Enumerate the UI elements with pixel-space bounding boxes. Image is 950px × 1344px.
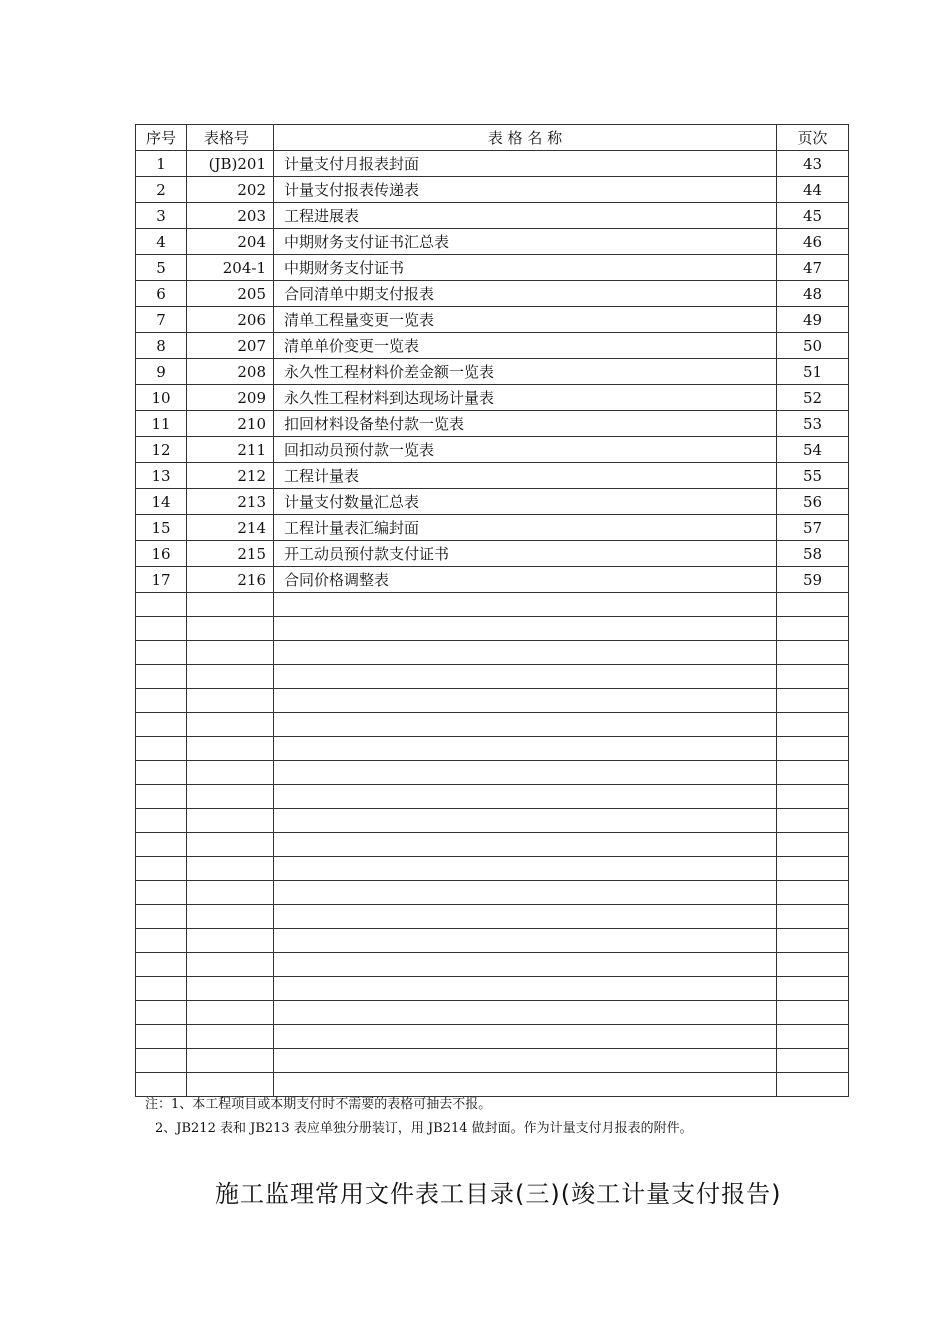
- cell-code: 215: [187, 541, 274, 567]
- form-index-table: [135, 124, 849, 1097]
- cell-seq: 9: [136, 359, 187, 385]
- table-row: [136, 151, 849, 177]
- cell-page: 59: [777, 567, 849, 593]
- cell-seq: 11: [136, 411, 187, 437]
- cell-name: 清单工程量变更一览表: [274, 307, 777, 333]
- cell-name-empty: [274, 785, 777, 809]
- cell-seq: 3: [136, 203, 187, 229]
- cell-name-empty: [274, 593, 777, 617]
- cell-code: 214: [187, 515, 274, 541]
- table-row: [136, 203, 849, 229]
- table-row: [136, 255, 849, 281]
- cell-seq: 5: [136, 255, 187, 281]
- table-row: [136, 385, 849, 411]
- cell-page: 56: [777, 489, 849, 515]
- table-row: [136, 177, 849, 203]
- cell-name: 计量支付月报表封面: [274, 151, 777, 177]
- cell-name: 清单单价变更一览表: [274, 333, 777, 359]
- cell-code-empty: [187, 641, 274, 665]
- note-1: 注：1、本工程项目或本期支付时不需要的表格可抽去不报。: [145, 1097, 492, 1112]
- cell-name: 中期财务支付证书汇总表: [274, 229, 777, 255]
- cell-page-empty: [777, 617, 849, 641]
- cell-name-empty: [274, 809, 777, 833]
- empty-row: [136, 905, 849, 929]
- empty-row: [136, 1049, 849, 1073]
- cell-page-empty: [777, 1025, 849, 1049]
- cell-page-empty: [777, 689, 849, 713]
- table-row: [136, 359, 849, 385]
- empty-row: [136, 617, 849, 641]
- cell-seq-empty: [136, 857, 187, 881]
- cell-seq-empty: [136, 761, 187, 785]
- cell-code: 203: [187, 203, 274, 229]
- empty-row: [136, 665, 849, 689]
- cell-code: 212: [187, 463, 274, 489]
- cell-name: 回扣动员预付款一览表: [274, 437, 777, 463]
- cell-name: 永久性工程材料到达现场计量表: [274, 385, 777, 411]
- table-body: [136, 151, 849, 1097]
- cell-name: 工程计量表汇编封面: [274, 515, 777, 541]
- cell-page: 47: [777, 255, 849, 281]
- cell-seq: 13: [136, 463, 187, 489]
- cell-seq: 8: [136, 333, 187, 359]
- cell-page-empty: [777, 593, 849, 617]
- header-name: 表 格 名 称: [274, 125, 777, 151]
- table-row: [136, 229, 849, 255]
- empty-row: [136, 737, 849, 761]
- cell-code-empty: [187, 593, 274, 617]
- cell-code-empty: [187, 1001, 274, 1025]
- empty-row: [136, 1025, 849, 1049]
- empty-row: [136, 1001, 849, 1025]
- cell-code-empty: [187, 977, 274, 1001]
- cell-seq-empty: [136, 929, 187, 953]
- cell-code: 211: [187, 437, 274, 463]
- cell-page: 54: [777, 437, 849, 463]
- cell-seq-empty: [136, 617, 187, 641]
- cell-seq: 2: [136, 177, 187, 203]
- cell-code-empty: [187, 833, 274, 857]
- cell-seq-empty: [136, 689, 187, 713]
- table-row: [136, 541, 849, 567]
- cell-page: 43: [777, 151, 849, 177]
- cell-page-empty: [777, 857, 849, 881]
- cell-code: 205: [187, 281, 274, 307]
- cell-name-empty: [274, 929, 777, 953]
- cell-code-empty: [187, 881, 274, 905]
- cell-seq: 15: [136, 515, 187, 541]
- cell-page: 55: [777, 463, 849, 489]
- cell-name: 工程计量表: [274, 463, 777, 489]
- cell-page: 50: [777, 333, 849, 359]
- cell-name-empty: [274, 689, 777, 713]
- cell-page: 45: [777, 203, 849, 229]
- cell-page: 53: [777, 411, 849, 437]
- cell-seq-empty: [136, 665, 187, 689]
- cell-name-empty: [274, 665, 777, 689]
- notes: [145, 1093, 693, 1141]
- empty-row: [136, 977, 849, 1001]
- cell-name: 扣回材料设备垫付款一览表: [274, 411, 777, 437]
- cell-name-empty: [274, 1001, 777, 1025]
- cell-code: 204-1: [187, 255, 274, 281]
- cell-name-empty: [274, 641, 777, 665]
- cell-page-empty: [777, 1001, 849, 1025]
- cell-seq: 6: [136, 281, 187, 307]
- cell-seq-empty: [136, 1001, 187, 1025]
- cell-page: 46: [777, 229, 849, 255]
- cell-code-empty: [187, 785, 274, 809]
- cell-page-empty: [777, 641, 849, 665]
- empty-row: [136, 857, 849, 881]
- empty-row: [136, 809, 849, 833]
- cell-seq-empty: [136, 713, 187, 737]
- cell-seq: 4: [136, 229, 187, 255]
- cell-name: 中期财务支付证书: [274, 255, 777, 281]
- cell-code-empty: [187, 953, 274, 977]
- cell-code-empty: [187, 689, 274, 713]
- cell-seq: 14: [136, 489, 187, 515]
- cell-page-empty: [777, 761, 849, 785]
- cell-code-empty: [187, 1049, 274, 1073]
- cell-page-empty: [777, 1073, 849, 1097]
- cell-page: 52: [777, 385, 849, 411]
- cell-page-empty: [777, 809, 849, 833]
- table-row: [136, 463, 849, 489]
- cell-name: 工程进展表: [274, 203, 777, 229]
- cell-name-empty: [274, 857, 777, 881]
- cell-page: 49: [777, 307, 849, 333]
- cell-name: 永久性工程材料价差金额一览表: [274, 359, 777, 385]
- cell-code: 207: [187, 333, 274, 359]
- cell-page-empty: [777, 713, 849, 737]
- cell-seq: 16: [136, 541, 187, 567]
- cell-seq-empty: [136, 977, 187, 1001]
- table-header-row: [136, 125, 849, 151]
- cell-name-empty: [274, 953, 777, 977]
- cell-seq-empty: [136, 641, 187, 665]
- cell-code-empty: [187, 905, 274, 929]
- cell-page: 57: [777, 515, 849, 541]
- cell-seq: 7: [136, 307, 187, 333]
- cell-seq-empty: [136, 593, 187, 617]
- cell-seq: 12: [136, 437, 187, 463]
- cell-code: 204: [187, 229, 274, 255]
- cell-seq-empty: [136, 905, 187, 929]
- cell-name: 计量支付数量汇总表: [274, 489, 777, 515]
- cell-code-empty: [187, 1025, 274, 1049]
- empty-row: [136, 785, 849, 809]
- cell-name: 合同价格调整表: [274, 567, 777, 593]
- table-row: [136, 333, 849, 359]
- cell-page-empty: [777, 953, 849, 977]
- empty-row: [136, 953, 849, 977]
- cell-code: 208: [187, 359, 274, 385]
- cell-seq-empty: [136, 953, 187, 977]
- cell-name-empty: [274, 617, 777, 641]
- cell-name-empty: [274, 713, 777, 737]
- empty-row: [136, 761, 849, 785]
- header-seq: 序号: [136, 125, 187, 151]
- cell-page-empty: [777, 785, 849, 809]
- cell-page-empty: [777, 929, 849, 953]
- empty-row: [136, 689, 849, 713]
- cell-code: 206: [187, 307, 274, 333]
- cell-code-empty: [187, 857, 274, 881]
- cell-page-empty: [777, 665, 849, 689]
- table-row: [136, 307, 849, 333]
- cell-page-empty: [777, 1049, 849, 1073]
- cell-name-empty: [274, 833, 777, 857]
- cell-seq-empty: [136, 1049, 187, 1073]
- cell-code: (JB)201: [187, 151, 274, 177]
- cell-code-empty: [187, 713, 274, 737]
- cell-code: 209: [187, 385, 274, 411]
- cell-code: 213: [187, 489, 274, 515]
- empty-row: [136, 881, 849, 905]
- table-row: [136, 281, 849, 307]
- cell-seq-empty: [136, 809, 187, 833]
- cell-seq: 1: [136, 151, 187, 177]
- note-2: 2、JB212 表和 JB213 表应单独分册装订，用 JB214 做封面。作为计量支付月报表的附件。: [155, 1121, 693, 1136]
- cell-code: 210: [187, 411, 274, 437]
- cell-name-empty: [274, 737, 777, 761]
- cell-name: 开工动员预付款支付证书: [274, 541, 777, 567]
- cell-seq-empty: [136, 737, 187, 761]
- cell-code-empty: [187, 617, 274, 641]
- cell-page: 51: [777, 359, 849, 385]
- cell-name-empty: [274, 1049, 777, 1073]
- cell-code-empty: [187, 665, 274, 689]
- cell-code-empty: [187, 809, 274, 833]
- cell-code-empty: [187, 761, 274, 785]
- section-title: 施工监理常用文件表工目录(三)(竣工计量支付报告): [215, 1180, 782, 1208]
- table-row: [136, 411, 849, 437]
- empty-row: [136, 713, 849, 737]
- cell-page-empty: [777, 737, 849, 761]
- cell-code-empty: [187, 929, 274, 953]
- cell-name: 合同清单中期支付报表: [274, 281, 777, 307]
- cell-name: 计量支付报表传递表: [274, 177, 777, 203]
- empty-row: [136, 833, 849, 857]
- cell-seq-empty: [136, 1025, 187, 1049]
- table-row: [136, 437, 849, 463]
- cell-code-empty: [187, 737, 274, 761]
- cell-name-empty: [274, 977, 777, 1001]
- cell-code: 202: [187, 177, 274, 203]
- cell-page-empty: [777, 905, 849, 929]
- cell-name-empty: [274, 1025, 777, 1049]
- cell-page-empty: [777, 881, 849, 905]
- empty-row: [136, 593, 849, 617]
- cell-page: 44: [777, 177, 849, 203]
- table-row: [136, 489, 849, 515]
- cell-name-empty: [274, 881, 777, 905]
- cell-page: 48: [777, 281, 849, 307]
- cell-seq: 10: [136, 385, 187, 411]
- empty-row: [136, 929, 849, 953]
- cell-name-empty: [274, 905, 777, 929]
- cell-code: 216: [187, 567, 274, 593]
- cell-seq-empty: [136, 785, 187, 809]
- empty-row: [136, 641, 849, 665]
- table-row: [136, 515, 849, 541]
- cell-page-empty: [777, 977, 849, 1001]
- header-code: 表格号: [187, 125, 274, 151]
- cell-name-empty: [274, 761, 777, 785]
- table-row: [136, 567, 849, 593]
- cell-page: 58: [777, 541, 849, 567]
- header-page: 页次: [777, 125, 849, 151]
- cell-seq-empty: [136, 881, 187, 905]
- cell-seq: 17: [136, 567, 187, 593]
- cell-page-empty: [777, 833, 849, 857]
- cell-seq-empty: [136, 833, 187, 857]
